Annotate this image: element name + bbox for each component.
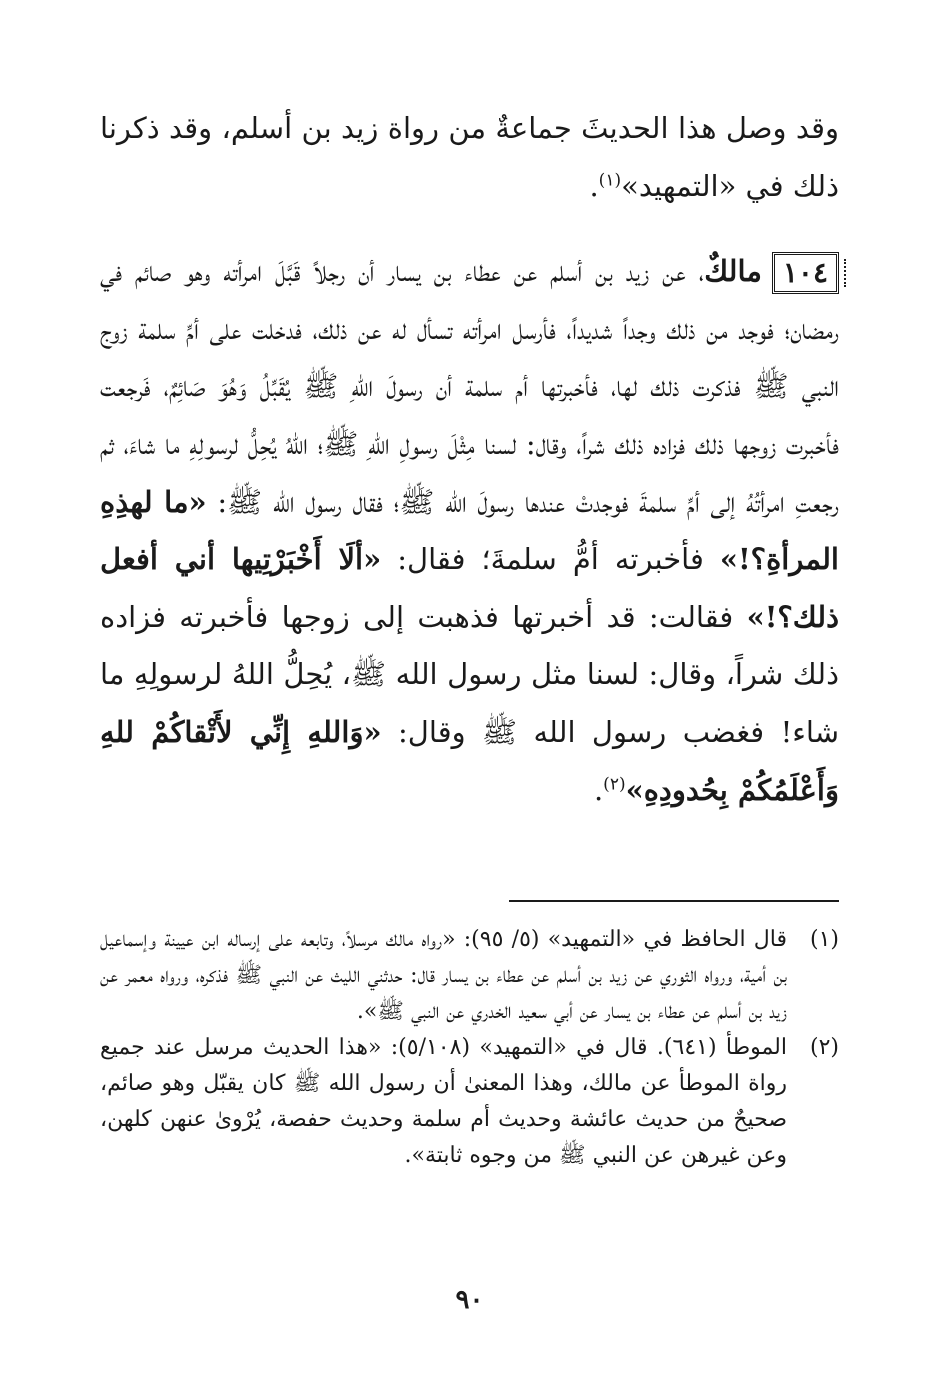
intro-paragraph xyxy=(100,100,839,215)
footnote-number: (٢) xyxy=(809,1035,839,1060)
hadith-quote-3: «وَاللهِ إِنِّي لأَتْقاكُمْ للهِ وَأَعْلَمُكُمْ بِحُدودِهِ» xyxy=(100,714,839,807)
hadith-quote-1: «ما لهذِهِ المرأةِ؟!» xyxy=(100,484,839,577)
footnote-1 xyxy=(100,922,839,1030)
footnotes xyxy=(100,922,839,1174)
hadith-end: . xyxy=(593,772,604,807)
footnote-text: الموطأ (٦٤١). قال في «التمهيد» (٥/١٠٨): «هذا الحديث مرسل عند جميع رواة الموطأ عن مالك، وهذا المعنىٰ أن رسول الله ﷺ كان يقبّل وهو صائم، صحيحٌ من حديث عائشة وحديث أم سلمة وحديث حفصة، يُرْوىٰ عنهن كلهن، وعن غيرهن عن النبي ﷺ من وجوه ثابتة». xyxy=(100,1035,787,1168)
footnote-text: قال الحافظ في «التمهيد» (٥/ ٩٥): «رواه مالك مرسلاً، وتابعه على إرساله ابن عيينة وإسماعيل بن أمية، ورواه الثوري عن زيد بن أسلم عن عطاء بن يسار قال: حدثني الليث عن النبي ﷺ فذكره، ورواه معمر عن زيد بن أسلم عن عطاء بن يسار عن أبي سعيد الخدري عن النبي ﷺ». xyxy=(100,927,788,1024)
footnote-ref-1[interactable]: (١) xyxy=(598,169,622,190)
intro-end: . xyxy=(589,168,599,203)
footnote-2 xyxy=(100,1030,839,1174)
page-number: ٩٠ xyxy=(455,1285,484,1315)
footnote-ref-2[interactable]: (٢) xyxy=(603,773,626,794)
intro-text: وقد وصل هذا الحديثَ جماعةٌ من رواة زيد بن أسلم، وقد ذكرنا ذلك في «التمهيد» xyxy=(100,111,839,203)
hadith-text-1: ، عن زيد بن أسلم عن عطاء بن يسار أن رجلاً قَبَّلَ امرأته وهو صائم في رمضان؛ فوجد من ذلك وجداً شديداً، فأرسل امرأته تسأل له عن ذلك، فدخلت على أمِّ سلمة زوج النبي ﷺ فذكرت ذلك لها، فأخبرتها أم سلمة أن رسولَ اللهِ ﷺ يُقَبِّلُ وَهُوَ صَائِمٌ، فَرجعت فأخبرت زوجها ذلك فزاده ذلك شراً، وقال: لسنا مِثْلَ رسولِ اللهِ ﷺ؛ اللهُ يُحِلُّ لرسولِهِ ما شاءَ، ثم رجعتِ امرأتُهُ إلى أمِّ سلمةَ فوجدتْ عندها رسولَ الله ﷺ؛ فقال رسول الله ﷺ: xyxy=(100,254,839,519)
main-text xyxy=(100,100,839,819)
hadith-quote-2: «ألَا أَخْبَرْتِيها أني أفعل ذلك؟!» xyxy=(100,542,839,634)
hadith-paragraph xyxy=(100,243,839,819)
hadith-text-2: فأخبرته أمُّ سلمةَ؛ فقال: xyxy=(397,542,704,577)
footnote-divider xyxy=(509,900,839,902)
footnote-number: (١) xyxy=(809,927,839,952)
hadith-number-box: ١٠٤ xyxy=(772,252,839,294)
hadith-narrator: مالكٌ xyxy=(704,254,762,289)
hadith-text-3: فقالت: قد أخبرتها فذهبت إلى زوجها فأخبرته فزاده ذلك شراً، وقال: لسنا مثل رسول الله ﷺ، يُحِلُّ اللهُ لرسولِهِ ما شاء! فغضب رسول الله ﷺ وقال: xyxy=(100,599,840,749)
